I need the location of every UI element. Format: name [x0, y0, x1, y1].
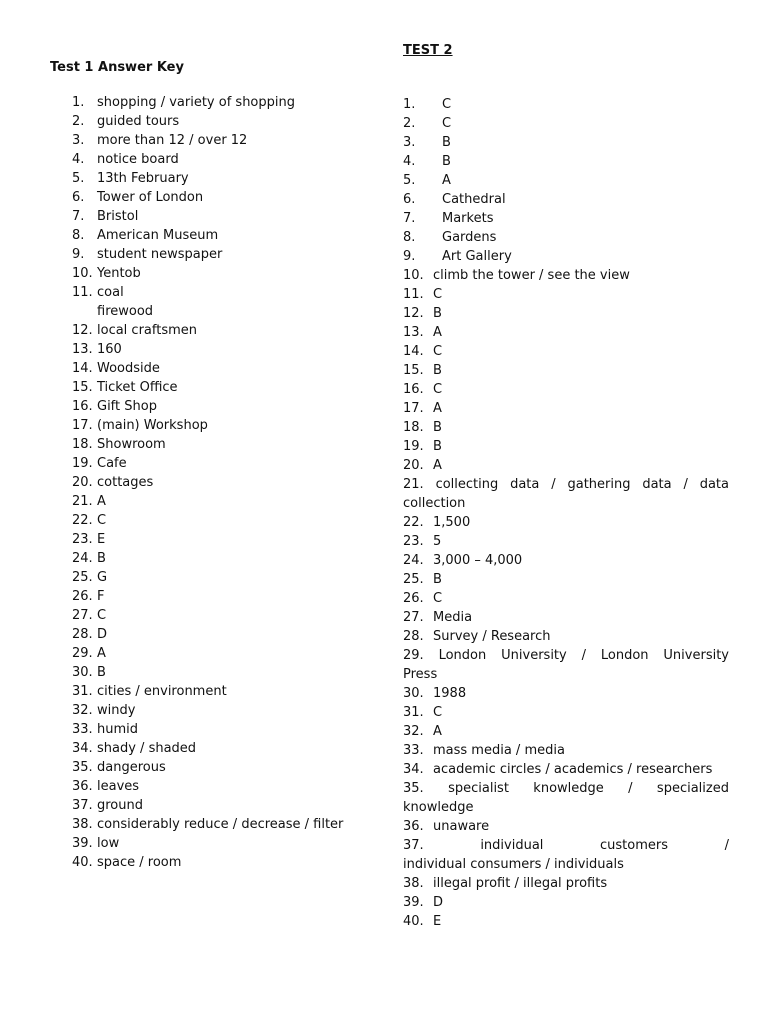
test2-answer-item [403, 342, 729, 361]
test2-answer-item [403, 589, 729, 608]
answer-text: B [97, 551, 106, 566]
test2-answer-item [403, 532, 729, 551]
test1-answer-item [72, 93, 372, 112]
answer-number: 17. [403, 401, 424, 416]
answer-number: 11. [72, 285, 93, 300]
test1-answer-item [72, 853, 372, 872]
answer-number: 7. [72, 209, 85, 224]
test2-answer-item [403, 228, 729, 247]
test1-answer-item [72, 207, 372, 226]
answer-number: 8. [403, 230, 416, 245]
test1-answer-item [72, 112, 372, 131]
test1-answer-item [72, 625, 372, 644]
answer-number: 11. [403, 287, 424, 302]
test2-answer-item [403, 627, 729, 646]
answer-text: coal [97, 285, 124, 300]
answer-text: 13th February [97, 171, 189, 186]
answer-text: dangerous [97, 760, 166, 775]
answer-text: C [433, 382, 443, 397]
answer-number: 38. [403, 876, 424, 891]
test2-answer-item [403, 741, 729, 760]
test2-answer-item [403, 703, 729, 722]
test1-answer-item [72, 454, 372, 473]
answer-number: 20. [403, 458, 424, 473]
answer-number: 30. [403, 686, 424, 701]
answer-number: 30. [72, 665, 93, 680]
answer-number: 1. [403, 97, 416, 112]
answer-number: 27. [72, 608, 93, 623]
answer-text-continued: individual consumers / individuals [403, 857, 624, 872]
test1-answer-item [72, 264, 372, 283]
answer-line [403, 646, 729, 665]
answer-text: Media [433, 610, 473, 625]
answer-number: 40. [72, 855, 93, 870]
answer-text: 3,000 – 4,000 [433, 553, 523, 568]
answer-number: 29. [403, 648, 424, 663]
answer-text: Gift Shop [97, 399, 157, 414]
answer-number: 2. [72, 114, 85, 129]
answer-number: 20. [72, 475, 93, 490]
answer-number: 15. [403, 363, 424, 378]
test1-answer-item [72, 245, 372, 264]
answer-text: F [97, 589, 105, 604]
answer-text: B [433, 439, 442, 454]
answer-text: local craftsmen [97, 323, 198, 338]
answer-text: considerably reduce / decrease / filter [97, 817, 344, 832]
answer-text: Woodside [97, 361, 160, 376]
answer-text: A [433, 325, 442, 340]
answer-text: space / room [97, 855, 182, 870]
test1-answer-item [72, 169, 372, 188]
answer-number: 4. [403, 154, 416, 169]
answer-number: 28. [403, 629, 424, 644]
answer-text: D [433, 895, 444, 910]
answer-number: 31. [403, 705, 424, 720]
test1-answer-item [72, 530, 372, 549]
test1-answer-item [72, 416, 372, 435]
answer-number: 13. [72, 342, 93, 357]
answer-text: low [97, 836, 120, 851]
test1-answer-item [72, 150, 372, 169]
answer-text: leaves [97, 779, 140, 794]
test2-answer-item [403, 285, 729, 304]
test1-answer-item [72, 701, 372, 720]
answer-text: B [433, 572, 442, 587]
answer-number: 33. [403, 743, 424, 758]
answer-text: B [97, 665, 106, 680]
answer-number: 22. [72, 513, 93, 528]
answer-text: (main) Workshop [97, 418, 208, 433]
test2-answer-item [403, 171, 729, 190]
answer-number: 36. [72, 779, 93, 794]
answer-number: 25. [403, 572, 424, 587]
answer-text: cities / environment [97, 684, 227, 699]
answer-number: 26. [403, 591, 424, 606]
answer-text-continued: collection [403, 496, 466, 511]
test2-answer-item [403, 912, 729, 931]
answer-text: E [97, 532, 106, 547]
answer-text: academic circles / academics / researchers [433, 762, 713, 777]
answer-text: Cafe [97, 456, 127, 471]
test2-answer-item [403, 893, 729, 912]
answer-number: 19. [72, 456, 93, 471]
answer-text: humid [97, 722, 139, 737]
answer-number: 37. [403, 838, 424, 853]
answer-number: 23. [403, 534, 424, 549]
answer-text: A [97, 646, 106, 661]
answer-text: London University / London University [438, 648, 729, 663]
answer-text: A [433, 458, 442, 473]
test1-answer-item [72, 606, 372, 625]
test1-answer-list [72, 93, 372, 872]
answer-number: 27. [403, 610, 424, 625]
answer-text: B [433, 363, 442, 378]
answer-number: 6. [403, 192, 416, 207]
test1-answer-item [72, 378, 372, 397]
answer-text: mass media / media [433, 743, 565, 758]
answer-text: Markets [442, 211, 494, 226]
answer-number: 37. [72, 798, 93, 813]
test2-title: TEST 2 [403, 43, 453, 58]
test2-answer-item [403, 874, 729, 893]
test2-answer-item [403, 817, 729, 836]
test1-answer-item [72, 739, 372, 758]
answer-text: windy [97, 703, 136, 718]
test1-answer-item [72, 834, 372, 853]
answer-text: more than 12 / over 12 [97, 133, 248, 148]
answer-text: ground [97, 798, 143, 813]
answer-text: shopping / variety of shopping [97, 95, 295, 110]
answer-text: C [97, 608, 107, 623]
answer-text: illegal profit / illegal profits [433, 876, 608, 891]
answer-text: Yentob [97, 266, 141, 281]
test2-answer-item [403, 684, 729, 703]
test2-answer-item [403, 304, 729, 323]
test1-answer-item [72, 435, 372, 454]
test2-answer-list [403, 95, 729, 931]
answer-number: 35. [403, 781, 424, 796]
answer-text: C [442, 116, 452, 131]
answer-text: shady / shaded [97, 741, 197, 756]
test1-answer-item [72, 302, 372, 321]
answer-number: 29. [72, 646, 93, 661]
answer-number: 5. [72, 171, 85, 186]
answer-number: 14. [403, 344, 424, 359]
answer-text: collecting data / gathering data / data [435, 477, 729, 492]
test2-answer-item [403, 646, 729, 684]
test1-answer-item [72, 720, 372, 739]
answer-number: 22. [403, 515, 424, 530]
answer-number: 34. [403, 762, 424, 777]
test2-answer-item [403, 418, 729, 437]
test2-answer-item [403, 513, 729, 532]
answer-text: Showroom [97, 437, 166, 452]
answer-text: firewood [97, 304, 154, 319]
test2-answer-item [403, 570, 729, 589]
answer-text: A [433, 724, 442, 739]
test1-answer-item [72, 568, 372, 587]
answer-text: C [442, 97, 452, 112]
answer-number: 24. [403, 553, 424, 568]
answer-number: 33. [72, 722, 93, 737]
answer-text-continued: Press [403, 667, 438, 682]
answer-number: 12. [403, 306, 424, 321]
test1-answer-item [72, 587, 372, 606]
answer-number: 40. [403, 914, 424, 929]
answer-text: C [433, 591, 443, 606]
answer-text: guided tours [97, 114, 180, 129]
test2-answer-item [403, 209, 729, 228]
answer-text: individual customers / [480, 838, 729, 853]
answer-number: 24. [72, 551, 93, 566]
test1-answer-item [72, 473, 372, 492]
answer-number: 26. [72, 589, 93, 604]
answer-number: 15. [72, 380, 93, 395]
test2-answer-item [403, 475, 729, 513]
test2-answer-item [403, 722, 729, 741]
answer-number: 13. [403, 325, 424, 340]
answer-line [403, 475, 729, 494]
answer-text: Tower of London [97, 190, 204, 205]
test1-answer-item [72, 663, 372, 682]
test2-answer-item [403, 836, 729, 874]
answer-text: B [433, 420, 442, 435]
test2-answer-item [403, 760, 729, 779]
answer-number: 28. [72, 627, 93, 642]
test2-answer-item [403, 114, 729, 133]
answer-text-continued: knowledge [403, 800, 474, 815]
test1-answer-item [72, 682, 372, 701]
answer-number: 12. [72, 323, 93, 338]
answer-text: D [97, 627, 108, 642]
answer-number: 18. [403, 420, 424, 435]
answer-number: 25. [72, 570, 93, 585]
answer-text: Gardens [442, 230, 497, 245]
answer-text: A [433, 401, 442, 416]
answer-text: G [97, 570, 108, 585]
test1-answer-item [72, 758, 372, 777]
answer-number: 36. [403, 819, 424, 834]
answer-number: 3. [403, 135, 416, 150]
test2-answer-item [403, 361, 729, 380]
test2-answer-item [403, 190, 729, 209]
test2-answer-item [403, 266, 729, 285]
answer-text: Cathedral [442, 192, 506, 207]
answer-text: unaware [433, 819, 490, 834]
answer-number: 5. [403, 173, 416, 188]
answer-text: 160 [97, 342, 122, 357]
test1-answer-item [72, 397, 372, 416]
answer-text: 5 [433, 534, 442, 549]
answer-number: 21. [403, 477, 424, 492]
answer-number: 39. [72, 836, 93, 851]
answer-line [403, 779, 729, 798]
answer-number: 9. [403, 249, 416, 264]
answer-number: 35. [72, 760, 93, 775]
test2-answer-item [403, 551, 729, 570]
answer-text: specialist knowledge / specialized [448, 781, 729, 796]
test2-answer-item [403, 152, 729, 171]
answer-text: Art Gallery [442, 249, 512, 264]
answer-text: cottages [97, 475, 154, 490]
test1-answer-item [72, 340, 372, 359]
answer-text: Ticket Office [97, 380, 178, 395]
answer-text: C [97, 513, 107, 528]
test2-answer-item [403, 323, 729, 342]
answer-text: climb the tower / see the view [433, 268, 630, 283]
answer-line [403, 836, 729, 855]
answer-number: 21. [72, 494, 93, 509]
answer-number: 17. [72, 418, 93, 433]
answer-number: 10. [403, 268, 424, 283]
test1-answer-item [72, 359, 372, 378]
answer-number: 14. [72, 361, 93, 376]
answer-number: 34. [72, 741, 93, 756]
answer-text: student newspaper [97, 247, 223, 262]
test1-answer-item [72, 796, 372, 815]
test2-answer-item [403, 779, 729, 817]
answer-number: 31. [72, 684, 93, 699]
answer-number: 19. [403, 439, 424, 454]
test1-answer-item [72, 644, 372, 663]
test1-answer-item [72, 511, 372, 530]
answer-text: E [433, 914, 442, 929]
answer-number: 7. [403, 211, 416, 226]
answer-number: 4. [72, 152, 85, 167]
answer-text: Survey / Research [433, 629, 551, 644]
test2-answer-item [403, 456, 729, 475]
test1-answer-item [72, 492, 372, 511]
answer-text: notice board [97, 152, 179, 167]
test2-answer-item [403, 133, 729, 152]
answer-number: 3. [72, 133, 85, 148]
answer-number: 39. [403, 895, 424, 910]
answer-text: 1,500 [433, 515, 471, 530]
answer-number: 10. [72, 266, 93, 281]
answer-text: Bristol [97, 209, 139, 224]
answer-number: 18. [72, 437, 93, 452]
test1-answer-item [72, 777, 372, 796]
answer-text: A [442, 173, 451, 188]
test2-answer-item [403, 380, 729, 399]
answer-number: 1. [72, 95, 85, 110]
answer-number: 8. [72, 228, 85, 243]
answer-number: 16. [403, 382, 424, 397]
answer-number: 38. [72, 817, 93, 832]
answer-text: C [433, 287, 443, 302]
answer-text: C [433, 705, 443, 720]
answer-number: 23. [72, 532, 93, 547]
answer-text: American Museum [97, 228, 219, 243]
test1-answer-item [72, 226, 372, 245]
answer-text: C [433, 344, 443, 359]
answer-number: 6. [72, 190, 85, 205]
test2-answer-item [403, 247, 729, 266]
test1-answer-item [72, 321, 372, 340]
test1-title: Test 1 Answer Key [50, 60, 184, 75]
answer-text: 1988 [433, 686, 467, 701]
answer-text: B [442, 154, 451, 169]
answer-text: B [442, 135, 451, 150]
test2-answer-item [403, 399, 729, 418]
test2-answer-item [403, 608, 729, 627]
answer-number: 2. [403, 116, 416, 131]
test1-answer-item [72, 131, 372, 150]
answer-number: 32. [403, 724, 424, 739]
answer-number: 16. [72, 399, 93, 414]
answer-number: 9. [72, 247, 85, 262]
test2-answer-item [403, 95, 729, 114]
test1-answer-item [72, 283, 372, 302]
test1-answer-item [72, 188, 372, 207]
answer-number: 32. [72, 703, 93, 718]
test1-answer-item [72, 815, 372, 834]
test1-answer-item [72, 549, 372, 568]
answer-text: A [97, 494, 106, 509]
test2-answer-item [403, 437, 729, 456]
answer-text: B [433, 306, 442, 321]
